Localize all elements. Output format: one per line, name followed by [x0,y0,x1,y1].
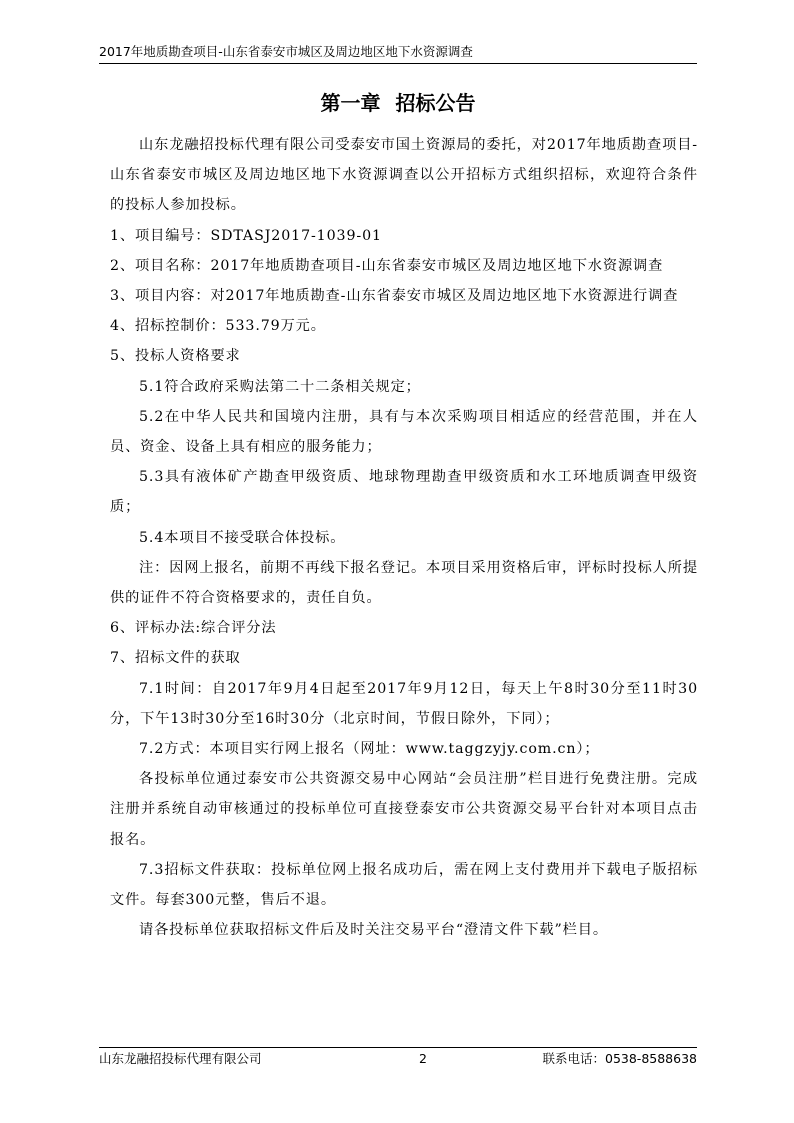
paragraph: 5.3具有液体矿产勘查甲级资质、地球物理勘查甲级资质和水工环地质调查甲级资质； [110,469,698,516]
paragraph: 7.2方式：本项目实行网上报名（网址：www.taggzyjy.com.cn）； [139,741,600,758]
paragraph: 各投标单位通过泰安市公共资源交易中心网站“会员注册”栏目进行免费注册。完成注册并系统自动审核通过的投标单位可直接登泰安市公共资源交易平台针对本项目点击报名。 [110,771,698,848]
footer-contact: 联系电话：0538-8588638 [542,1051,697,1066]
paragraph: 山东龙融招投标代理有限公司受泰安市国土资源局的委托，对2017年地质勘查项目-山东省泰安市城区及周边地区地下水资源调查以公开招标方式组织招标，欢迎符合条件的投标人参加投标。 [110,137,698,214]
paragraph: 7.1时间：自2017年9月4日起至2017年9月12日，每天上午8时30分至11时30分，下午13时30分至16时30分（北京时间，节假日除外，下同）； [110,680,698,727]
paragraph: 5、投标人资格要求 [110,348,241,365]
paragraph: 7、招标文件的获取 [110,650,241,667]
paragraph: 5.4本项目不接受联合体投标。 [139,529,346,546]
paragraph: 注：因网上报名，前期不再线下报名登记。本项目采用资格后审，评标时投标人所提供的证件不符合资格要求的，责任自负。 [110,559,698,607]
header-text: 2017年地质勘查项目-山东省泰安市城区及周边地区地下水资源调查 [99,44,473,59]
chapter-title: 第一章 招标公告 [320,91,476,115]
paragraph: 7.3招标文件获取：投标单位网上报名成功后，需在网上支付费用并下载电子版招标文件。每套300元整，售后不退。 [110,861,698,909]
paragraph: 2、项目名称：2017年地质勘查项目-山东省泰安市城区及周边地区地下水资源调查 [110,257,664,274]
paragraph: 6、评标办法:综合评分法 [110,620,277,637]
paragraph: 5.2在中华人民共和国境内注册，具有与本次采购项目相适应的经营范围，并在人员、资金、设备上具有相应的服务能力； [110,408,698,456]
page-footer [99,1047,697,1067]
page-header [99,44,697,64]
paragraph: 5.1符合政府采购法第二十二条相关规定； [139,378,421,395]
paragraph: 3、项目内容：对2017年地质勘查-山东省泰安市城区及周边地区地下水资源进行调查 [110,288,679,305]
document-body [110,130,698,945]
paragraph: 请各投标单位获取招标文件后及时关注交易平台“澄清文件下载”栏目。 [139,922,608,939]
paragraph: 4、招标控制价：533.79万元。 [110,318,326,335]
footer-company: 山东龙融招投标代理有限公司 [99,1051,262,1066]
page-number: 2 [419,1051,427,1066]
paragraph: 1、项目编号：SDTASJ2017-1039-01 [110,227,382,244]
